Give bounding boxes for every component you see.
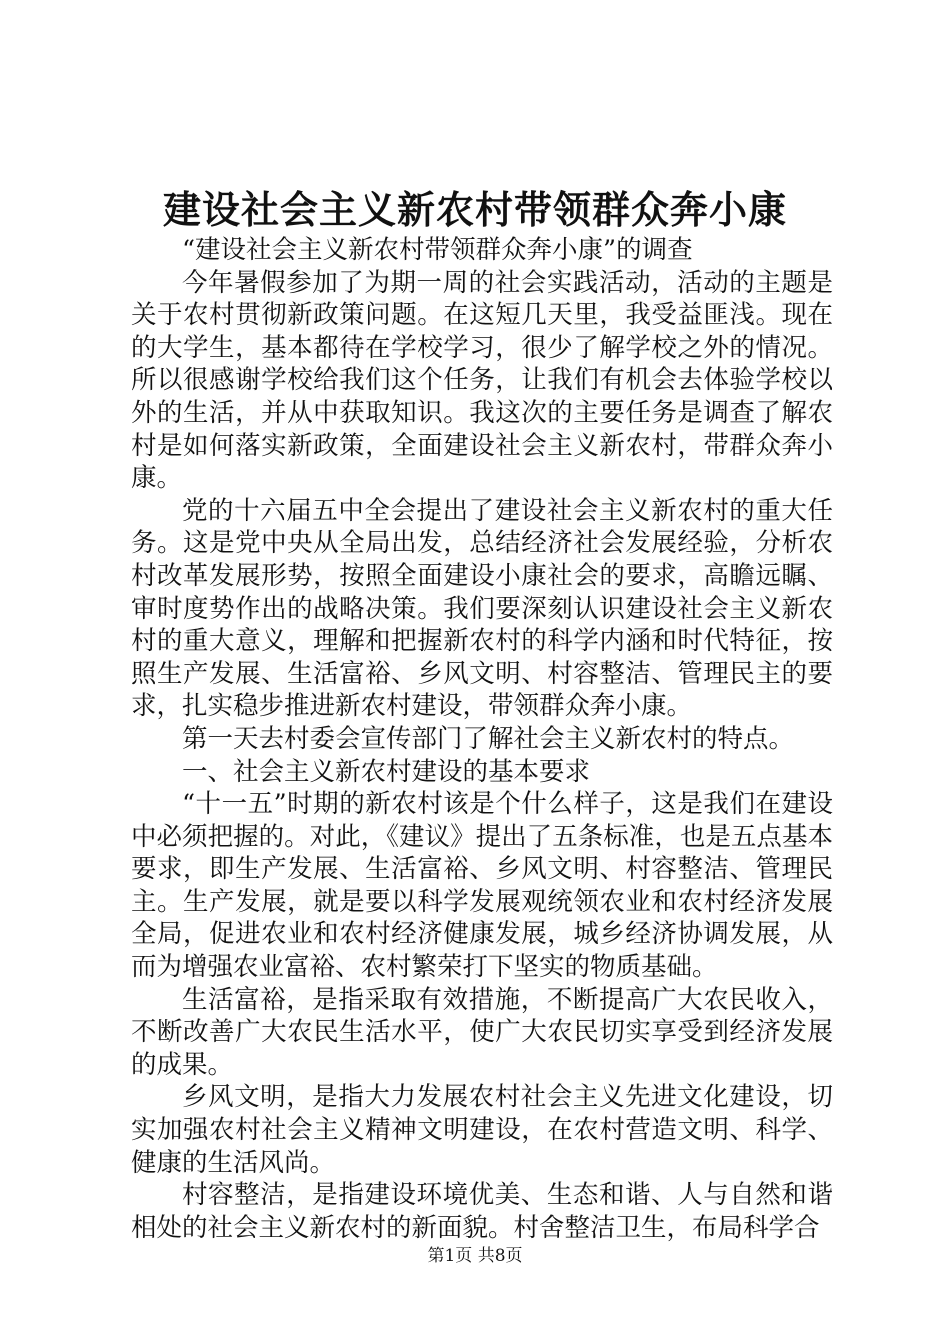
document-body bbox=[131, 234, 833, 1244]
paragraph: 党的十六届五中全会提出了建设社会主义新农村的重大任务。这是党中央从全局出发，总结经济社会发展经验，分析农村改革发展形势，按照全面建设小康社会的要求，高瞻远瞩、审时度势作出的战略决策。我们要深刻认识建设社会主义新农村的重大意义，理解和把握新农村的科学内涵和时代特征，按照生产发展、生活富裕、乡风文明、村容整洁、管理民主的要求，扎实稳步推进新农村建设，带领群众奔小康。 bbox=[131, 495, 833, 722]
paragraph: 第一天去村委会宣传部门了解社会主义新农村的特点。 bbox=[182, 723, 795, 754]
document-title: 建设社会主义新农村带领群众奔小康 bbox=[162, 187, 787, 232]
section-heading: 一、社会主义新农村建设的基本要求 bbox=[182, 756, 591, 787]
paragraph: 今年暑假参加了为期一周的社会实践活动，活动的主题是关于农村贯彻新政策问题。在这短几天里，我受益匪浅。现在的大学生，基本都待在学校学习，很少了解学校之外的情况。所以很感谢学校给我们这个任务，让我们有机会去体验学校以外的生活，并从中获取知识。我这次的主要任务是调查了解农村是如何落实新政策，全面建设社会主义新农村，带群众奔小康。 bbox=[131, 267, 833, 494]
paragraph-subtitle: “建设社会主义新农村带领群众奔小康”的调查 bbox=[182, 235, 693, 265]
paragraph: 村容整洁，是指建设环境优美、生态和谐、人与自然和谐相处的社会主义新农村的新面貌。村舍整洁卫生，布局科学合 bbox=[131, 1180, 833, 1243]
paragraph: 生活富裕，是指采取有效措施，不断提高广大农民收入，不断改善广大农民生活水平，使广大农民切实享受到经济发展的成果。 bbox=[131, 984, 833, 1080]
paragraph: “十一五”时期的新农村该是个什么样子，这是我们在建设中必须把握的。对此，《建议》提出了五条标准，也是五点基本要求，即生产发展、生活富裕、乡风文明、村容整洁、管理民主。生产发展，就是要以科学发展观统领农业和农村经济发展全局，促进农业和农村经济健康发展，城乡经济协调发展，从而为增强农业富裕、农村繁荣打下坚实的物质基础。 bbox=[131, 789, 833, 983]
page-number-footer: 第1页 共8页 bbox=[427, 1246, 523, 1266]
paragraph: 乡风文明，是指大力发展农村社会主义先进文化建设，切实加强农村社会主义精神文明建设，在农村营造文明、科学、健康的生活风尚。 bbox=[131, 1082, 833, 1178]
